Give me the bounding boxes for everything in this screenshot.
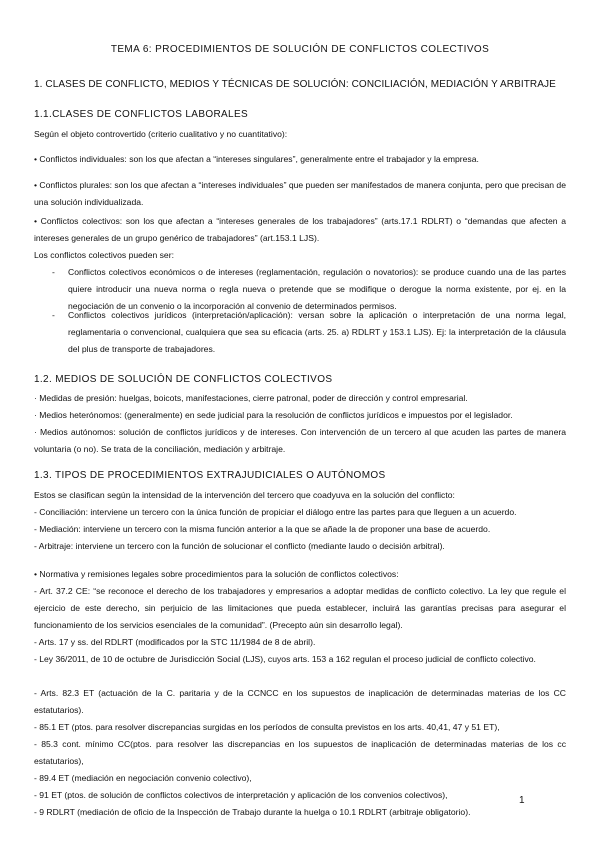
arts-82-3-et-paragraph: - Arts. 82.3 ET (actuación de la C. paritaria y de la CCNCC en los supuestos de inaplicación de determinadas materias de los CC estatutarios). — [34, 688, 566, 715]
medidas-presion-paragraph: · Medidas de presión: huelgas, boicots, manifestaciones, cierre patronal, poder de dirección y control empresarial. — [34, 393, 468, 403]
section-1-3-heading: 1.3. TIPOS DE PROCEDIMIENTOS EXTRAJUDICIALES O AUTÓNOMOS — [34, 470, 386, 481]
medios-autonomos-paragraph: · Medios autónomos: solución de conflictos jurídicos y de intereses. Con intervención de un tercero al que acuden las partes de manera voluntaria (o no). Se trata de la conciliación, mediación y arbitraje. — [34, 427, 566, 454]
conflictos-colectivos-paragraph: • Conflictos colectivos: son los que afectan a “intereses generales de los trabajadores” (arts.17.1 RDLRT) o “demandas que afecten a intereses generales de un grupo genérico de trabajadores” (art.153.1 LJS). — [34, 216, 566, 243]
ley-36-2011-paragraph: - Ley 36/2011, de 10 de octubre de Jurisdicción Social (LJS), cuyos arts. 153 a 162 regulan el proceso judicial de conflicto colectivo. — [34, 654, 536, 664]
art-89-4-et-paragraph: - 89.4 ET (mediación en negociación convenio colectivo), — [34, 773, 252, 783]
art-91-et-paragraph: - 91 ET (ptos. de solución de conflictos colectivos de interpretación y aplicación de los convenios colectivos), — [34, 790, 448, 800]
page-number: 1 — [519, 795, 525, 806]
art-37-2-ce-paragraph: - Art. 37.2 CE: “se reconoce el derecho de los trabajadores y empresarios a adoptar medidas de conflicto colectivo. La ley que regule el ejercicio de este derecho, sin perjuicio de las limitaciones que pueda establecer, incluirá las garantías precisas para asegurar el funcionamiento de los servicios esenciales de la comunidad”. (Precepto aún sin desarrollo legal). — [34, 586, 566, 630]
arts-17-rdlrt-paragraph: - Arts. 17 y ss. del RDLRT (modificados por la STC 11/1984 de 8 de abril). — [34, 637, 316, 647]
conflictos-pueden-ser-label: Los conflictos colectivos pueden ser: — [34, 250, 174, 260]
list-dash: - — [52, 310, 55, 320]
section-1-heading: 1. CLASES DE CONFLICTO, MEDIOS Y TÉCNICAS DE SOLUCIÓN: CONCILIACIÓN, MEDIACIÓN Y ARBITRAJE — [34, 79, 556, 90]
conflictos-individuales-paragraph: • Conflictos individuales: son los que afectan a “intereses singulares”, generalmente entre el trabajador y la empresa. — [34, 154, 479, 164]
list-dash: - — [52, 267, 55, 277]
section-1-2-heading: 1.2. MEDIOS DE SOLUCIÓN DE CONFLICTOS COLECTIVOS — [34, 374, 333, 385]
section-1-1-intro: Según el objeto controvertido (criterio cualitativo y no cuantitativo): — [34, 129, 288, 139]
conciliacion-paragraph: - Conciliación: interviene un tercero con la única función de propiciar el diálogo entre las partes para que lleguen a un acuerdo. — [34, 507, 517, 517]
conflictos-juridicos-text: Conflictos colectivos jurídicos (interpretación/aplicación): versan sobre la aplicación o interpretación de una norma legal, reglamentaria o convencional, cualquiera que sea su eficacia (arts. 25. a) RDLRT y 153.1 LJS). Ej: la interpretación de la cláusula del plus de transporte de trabajadores. — [68, 310, 566, 354]
section-1-1-heading: 1.1.CLASES DE CONFLICTOS LABORALES — [34, 109, 249, 120]
medios-heteronomos-paragraph: · Medios heterónomos: (generalmente) en sede judicial para la resolución de conflictos jurídicos e impuestos por el legislador. — [34, 410, 513, 420]
section-1-3-intro: Estos se clasifican según la intensidad de la intervención del tercero que coadyuva en la solución del conflicto: — [34, 490, 455, 500]
mediacion-paragraph: - Mediación: interviene un tercero con la misma función anterior a la que se añade la de proponer una base de acuerdo. — [34, 524, 491, 534]
normativa-heading: • Normativa y remisiones legales sobre procedimientos para la solución de conflictos colectivos: — [34, 569, 399, 579]
arbitraje-paragraph: - Arbitraje: interviene un tercero con la función de solucionar el conflicto (mediante laudo o decisión arbitral). — [34, 541, 445, 551]
conflictos-juridicos-list-item — [52, 307, 566, 358]
conflictos-plurales-paragraph: • Conflictos plurales: son los que afectan a “intereses individuales” que pueden ser manifestados de manera conjunta, pero que precisan de una solución individualizada. — [34, 180, 566, 207]
document-title: TEMA 6: PROCEDIMIENTOS DE SOLUCIÓN DE CONFLICTOS COLECTIVOS — [110, 44, 490, 55]
conflictos-economicos-text: Conflictos colectivos económicos o de intereses (reglamentación, regulación o novatorios): se produce cuando una de las partes quiere introducir una nueva norma o regla nueva o pretende que se modifique o derogue la norma existente, por ej. en la negociación de un convenio o la incorporación al convenio de determinados permisos. — [68, 267, 566, 311]
art-85-3-paragraph: - 85.3 cont. mínimo CC(ptos. para resolver las discrepancias en los supuestos de inaplicación de determinadas materias de los cc estatutarios), — [34, 739, 566, 766]
art-9-rdlrt-paragraph: - 9 RDLRT (mediación de oficio de la Inspección de Trabajo durante la huelga o 10.1 RDLRT (arbitraje obligatorio). — [34, 807, 471, 817]
art-85-1-et-paragraph: - 85.1 ET (ptos. para resolver discrepancias surgidas en los períodos de consulta previstos en los arts. 40,41, 47 y 51 ET), — [34, 722, 500, 732]
